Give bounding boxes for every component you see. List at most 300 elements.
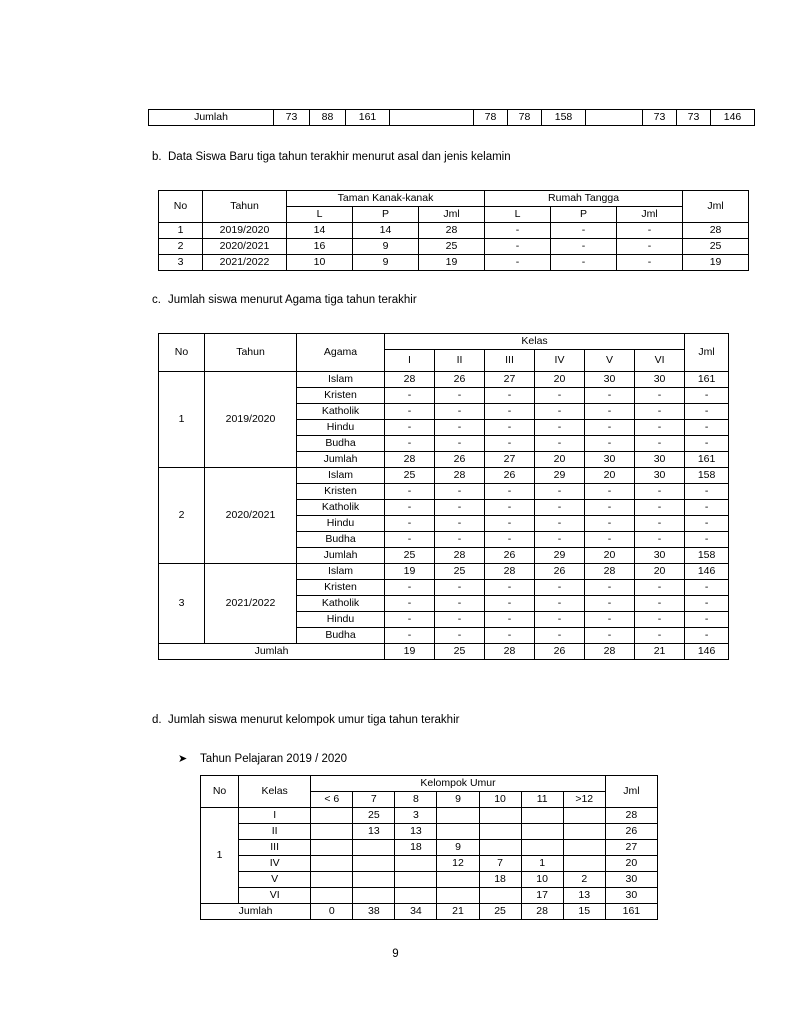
cell: 38 <box>353 904 395 920</box>
page-number: 9 <box>392 948 399 960</box>
cell: 18 <box>395 840 437 856</box>
table-kelompok-umur <box>200 775 658 920</box>
cell-agama: Hindu <box>297 612 385 628</box>
cell: 28 <box>521 904 563 920</box>
cell-jml: 146 <box>685 564 729 580</box>
cell-agama: Budha <box>297 436 385 452</box>
table-row <box>201 888 658 904</box>
cell: - <box>635 532 685 548</box>
cell-no: 3 <box>159 255 203 271</box>
cell-tahun: 2021/2022 <box>205 564 297 644</box>
subheader: II <box>435 350 485 372</box>
cell: 28 <box>485 644 535 660</box>
cell <box>395 856 437 872</box>
cell: - <box>585 484 635 500</box>
cell-jml: - <box>685 420 729 436</box>
cell: 78 <box>474 110 508 126</box>
cell: 73 <box>677 110 711 126</box>
cell: - <box>435 388 485 404</box>
cell: 30 <box>635 548 685 564</box>
header-tahun: Tahun <box>205 334 297 372</box>
cell: 14 <box>287 223 353 239</box>
list-marker-d: d. <box>152 714 162 726</box>
cell: 26 <box>535 644 585 660</box>
cell-agama: Hindu <box>297 516 385 532</box>
cell: - <box>435 404 485 420</box>
cell: - <box>385 500 435 516</box>
cell: 25 <box>385 548 435 564</box>
cell: 20 <box>535 452 585 468</box>
cell: - <box>635 628 685 644</box>
cell-agama: Kristen <box>297 580 385 596</box>
subheader: 11 <box>521 792 563 808</box>
cell: 27 <box>485 372 535 388</box>
table-header-row <box>159 334 729 350</box>
cell: - <box>585 580 635 596</box>
cell: - <box>385 404 435 420</box>
cell-kelas: III <box>239 840 311 856</box>
cell: - <box>617 255 683 271</box>
cell: - <box>385 484 435 500</box>
cell-jml: 158 <box>685 548 729 564</box>
cell: - <box>535 420 585 436</box>
cell <box>437 872 479 888</box>
cell-jml: 30 <box>605 872 657 888</box>
cell <box>311 856 353 872</box>
cell: - <box>535 388 585 404</box>
cell-jml: - <box>685 500 729 516</box>
cell-kelas: I <box>239 808 311 824</box>
subheader: 7 <box>353 792 395 808</box>
cell: 13 <box>353 824 395 840</box>
cell-no: 2 <box>159 239 203 255</box>
cell-no: 2 <box>159 468 205 564</box>
cell: - <box>551 239 617 255</box>
cell <box>395 888 437 904</box>
cell-kelas: II <box>239 824 311 840</box>
table-total-row <box>159 644 729 660</box>
cell-agama-jumlah: Jumlah <box>297 452 385 468</box>
cell: 30 <box>585 452 635 468</box>
cell-agama: Islam <box>297 372 385 388</box>
cell-agama-jumlah: Jumlah <box>297 548 385 564</box>
cell-jml: - <box>685 612 729 628</box>
cell <box>311 840 353 856</box>
cell <box>353 840 395 856</box>
total-label: Jumlah <box>201 904 311 920</box>
cell: - <box>535 612 585 628</box>
header-no: No <box>159 334 205 372</box>
table-row <box>159 223 749 239</box>
cell: - <box>635 388 685 404</box>
cell-kelas: IV <box>239 856 311 872</box>
cell-agama: Islam <box>297 564 385 580</box>
cell <box>521 840 563 856</box>
cell: - <box>585 516 635 532</box>
cell <box>563 808 605 824</box>
cell: 30 <box>635 452 685 468</box>
cell-kelas: VI <box>239 888 311 904</box>
header-agama: Agama <box>297 334 385 372</box>
cell: - <box>485 239 551 255</box>
header-no: No <box>201 776 239 808</box>
cell <box>479 840 521 856</box>
cell: 10 <box>287 255 353 271</box>
cell: - <box>485 436 535 452</box>
table-header-row <box>201 776 658 792</box>
cell: 15 <box>563 904 605 920</box>
cell: - <box>435 484 485 500</box>
cell: - <box>435 516 485 532</box>
subheader: VI <box>635 350 685 372</box>
cell: - <box>485 404 535 420</box>
total-label: Jumlah <box>159 644 385 660</box>
list-marker-c: c. <box>152 294 161 306</box>
table-row <box>201 840 658 856</box>
subheader: L <box>287 207 353 223</box>
cell-jml: - <box>685 532 729 548</box>
cell: 21 <box>437 904 479 920</box>
cell-jml: - <box>685 484 729 500</box>
cell: - <box>485 612 535 628</box>
cell: 12 <box>437 856 479 872</box>
cell-no: 1 <box>159 223 203 239</box>
cell-agama: Katholik <box>297 500 385 516</box>
cell: - <box>535 484 585 500</box>
cell: 28 <box>419 223 485 239</box>
cell: - <box>385 612 435 628</box>
header-jml: Jml <box>685 334 729 372</box>
cell-jml: - <box>685 628 729 644</box>
cell: - <box>585 404 635 420</box>
cell <box>563 840 605 856</box>
cell-tahun: 2020/2021 <box>205 468 297 564</box>
cell-tahun: 2019/2020 <box>203 223 287 239</box>
cell: 9 <box>353 239 419 255</box>
cell <box>521 808 563 824</box>
cell: - <box>635 436 685 452</box>
cell: - <box>385 596 435 612</box>
cell: - <box>485 628 535 644</box>
cell <box>479 808 521 824</box>
cell-agama: Katholik <box>297 404 385 420</box>
cell: 19 <box>385 644 435 660</box>
subheader: III <box>485 350 535 372</box>
subheader: I <box>385 350 435 372</box>
subheader: >12 <box>563 792 605 808</box>
cell-jml: 161 <box>685 452 729 468</box>
cell: 1 <box>521 856 563 872</box>
cell: - <box>435 628 485 644</box>
cell: - <box>585 420 635 436</box>
paragraph-d-text: Jumlah siswa menurut kelompok umur tiga tahun terakhir <box>168 714 460 726</box>
cell-jml: 28 <box>683 223 749 239</box>
table-top-fragment <box>148 109 755 126</box>
cell: - <box>551 223 617 239</box>
cell: 78 <box>508 110 542 126</box>
cell: - <box>585 628 635 644</box>
cell-jml: - <box>685 388 729 404</box>
cell-jml: 158 <box>685 468 729 484</box>
cell-no: 3 <box>159 564 205 644</box>
table-row <box>201 872 658 888</box>
cell: - <box>385 420 435 436</box>
cell: 73 <box>274 110 310 126</box>
subheader: Jml <box>419 207 485 223</box>
cell: - <box>635 596 685 612</box>
cell-jml: 20 <box>605 856 657 872</box>
cell <box>353 872 395 888</box>
cell: 10 <box>521 872 563 888</box>
cell: - <box>535 580 585 596</box>
row-label: Jumlah <box>149 110 274 126</box>
cell-kelas: V <box>239 872 311 888</box>
cell: 28 <box>435 548 485 564</box>
cell-agama: Katholik <box>297 596 385 612</box>
subheader: 8 <box>395 792 437 808</box>
paragraph-c-text: Jumlah siswa menurut Agama tiga tahun terakhir <box>168 294 417 306</box>
cell <box>479 824 521 840</box>
table-row <box>201 808 658 824</box>
cell-agama: Kristen <box>297 484 385 500</box>
subheader: 10 <box>479 792 521 808</box>
cell: - <box>535 532 585 548</box>
cell-jml: - <box>685 404 729 420</box>
cell: 2 <box>563 872 605 888</box>
cell: - <box>635 404 685 420</box>
cell: - <box>535 404 585 420</box>
cell: - <box>435 420 485 436</box>
cell: - <box>585 612 635 628</box>
cell-jml: - <box>685 580 729 596</box>
cell: 18 <box>479 872 521 888</box>
cell <box>311 808 353 824</box>
cell: - <box>485 388 535 404</box>
header-tahun: Tahun <box>203 191 287 223</box>
table-header-row <box>159 191 749 207</box>
cell: - <box>535 596 585 612</box>
cell: 158 <box>542 110 586 126</box>
cell: - <box>385 628 435 644</box>
cell: 28 <box>585 564 635 580</box>
cell: 28 <box>385 372 435 388</box>
cell <box>353 888 395 904</box>
cell: - <box>485 516 535 532</box>
cell: 19 <box>419 255 485 271</box>
cell <box>390 110 474 126</box>
cell: 25 <box>353 808 395 824</box>
cell: - <box>485 420 535 436</box>
cell: 25 <box>385 468 435 484</box>
table-row <box>159 564 729 580</box>
paragraph-b <box>152 150 511 165</box>
cell: 29 <box>535 468 585 484</box>
list-marker-b: b. <box>152 151 162 163</box>
cell: 25 <box>479 904 521 920</box>
cell: 26 <box>435 372 485 388</box>
cell <box>437 824 479 840</box>
cell: 30 <box>635 372 685 388</box>
header-kelompok-umur: Kelompok Umur <box>311 776 606 792</box>
cell-agama: Islam <box>297 468 385 484</box>
cell: - <box>485 580 535 596</box>
cell: - <box>485 532 535 548</box>
cell <box>437 808 479 824</box>
subheader: L <box>485 207 551 223</box>
cell-jml: 30 <box>605 888 657 904</box>
cell: - <box>485 255 551 271</box>
cell: 3 <box>395 808 437 824</box>
cell: - <box>485 484 535 500</box>
cell: 26 <box>485 548 535 564</box>
cell: - <box>435 532 485 548</box>
table-data-siswa-baru <box>158 190 749 271</box>
cell: 13 <box>563 888 605 904</box>
subtitle-tahun-pelajaran <box>178 752 347 765</box>
cell: 26 <box>535 564 585 580</box>
table-row <box>201 824 658 840</box>
cell: 20 <box>585 468 635 484</box>
cell <box>311 824 353 840</box>
cell-jml: 161 <box>685 372 729 388</box>
cell <box>586 110 643 126</box>
cell: - <box>435 436 485 452</box>
paragraph-c <box>152 293 417 308</box>
cell: - <box>585 500 635 516</box>
cell: - <box>385 436 435 452</box>
cell: - <box>551 255 617 271</box>
cell: 21 <box>635 644 685 660</box>
cell: 9 <box>353 255 419 271</box>
subheader: P <box>353 207 419 223</box>
cell <box>311 872 353 888</box>
cell-no: 1 <box>201 808 239 904</box>
cell-jml: 19 <box>683 255 749 271</box>
cell: 25 <box>435 644 485 660</box>
cell: - <box>617 223 683 239</box>
table-row <box>159 372 729 388</box>
cell: 73 <box>643 110 677 126</box>
header-taman-kanak-kanak: Taman Kanak-kanak <box>287 191 485 207</box>
cell <box>395 872 437 888</box>
cell: - <box>385 532 435 548</box>
cell-agama: Hindu <box>297 420 385 436</box>
cell: 13 <box>395 824 437 840</box>
cell: 26 <box>435 452 485 468</box>
cell: 146 <box>711 110 755 126</box>
cell: 26 <box>485 468 535 484</box>
cell: 20 <box>635 564 685 580</box>
cell-jml: 161 <box>605 904 657 920</box>
table-total-row <box>201 904 658 920</box>
cell: 28 <box>435 468 485 484</box>
subheader: V <box>585 350 635 372</box>
cell: 14 <box>353 223 419 239</box>
cell: 25 <box>435 564 485 580</box>
table-siswa-menurut-agama <box>158 333 729 660</box>
cell-agama: Budha <box>297 628 385 644</box>
cell: - <box>385 388 435 404</box>
header-kelas: Kelas <box>385 334 685 350</box>
cell: - <box>635 580 685 596</box>
subheader: Jml <box>617 207 683 223</box>
paragraph-d <box>152 713 459 728</box>
cell: - <box>435 612 485 628</box>
cell: - <box>535 628 585 644</box>
cell: 17 <box>521 888 563 904</box>
cell <box>353 856 395 872</box>
cell: - <box>585 596 635 612</box>
cell-agama: Kristen <box>297 388 385 404</box>
cell: 30 <box>585 372 635 388</box>
cell-jml: 146 <box>685 644 729 660</box>
cell: 88 <box>310 110 346 126</box>
arrow-bullet-icon: ➤ <box>178 753 188 765</box>
cell: - <box>617 239 683 255</box>
table-row <box>159 239 749 255</box>
subtitle-text: Tahun Pelajaran 2019 / 2020 <box>200 753 348 765</box>
header-kelas: Kelas <box>239 776 311 808</box>
cell <box>521 824 563 840</box>
cell: 34 <box>395 904 437 920</box>
cell: 28 <box>485 564 535 580</box>
cell: 7 <box>479 856 521 872</box>
cell: - <box>435 596 485 612</box>
table-row <box>149 110 755 126</box>
cell: 28 <box>585 644 635 660</box>
cell-tahun: 2021/2022 <box>203 255 287 271</box>
cell-tahun: 2020/2021 <box>203 239 287 255</box>
subheader: 9 <box>437 792 479 808</box>
cell <box>437 888 479 904</box>
cell-jml: - <box>685 436 729 452</box>
cell: - <box>385 580 435 596</box>
table-row <box>201 856 658 872</box>
cell-jml: 28 <box>605 808 657 824</box>
cell: - <box>535 516 585 532</box>
cell <box>311 888 353 904</box>
cell-jml: 26 <box>605 824 657 840</box>
cell <box>563 824 605 840</box>
subheader: < 6 <box>311 792 353 808</box>
cell: - <box>485 596 535 612</box>
cell: 27 <box>485 452 535 468</box>
cell <box>563 856 605 872</box>
cell-no: 1 <box>159 372 205 468</box>
cell: 9 <box>437 840 479 856</box>
cell: 25 <box>419 239 485 255</box>
subheader: IV <box>535 350 585 372</box>
cell: 28 <box>385 452 435 468</box>
cell: - <box>585 436 635 452</box>
paragraph-b-text: Data Siswa Baru tiga tahun terakhir menurut asal dan jenis kelamin <box>168 151 511 163</box>
cell <box>479 888 521 904</box>
cell: - <box>535 436 585 452</box>
cell: 0 <box>311 904 353 920</box>
table-row <box>159 468 729 484</box>
cell: 29 <box>535 548 585 564</box>
cell: - <box>635 516 685 532</box>
cell-jml: 25 <box>683 239 749 255</box>
cell: - <box>585 388 635 404</box>
cell: 30 <box>635 468 685 484</box>
cell-jml: 27 <box>605 840 657 856</box>
cell: - <box>385 516 435 532</box>
cell: - <box>635 484 685 500</box>
header-no: No <box>159 191 203 223</box>
subheader: P <box>551 207 617 223</box>
cell-tahun: 2019/2020 <box>205 372 297 468</box>
